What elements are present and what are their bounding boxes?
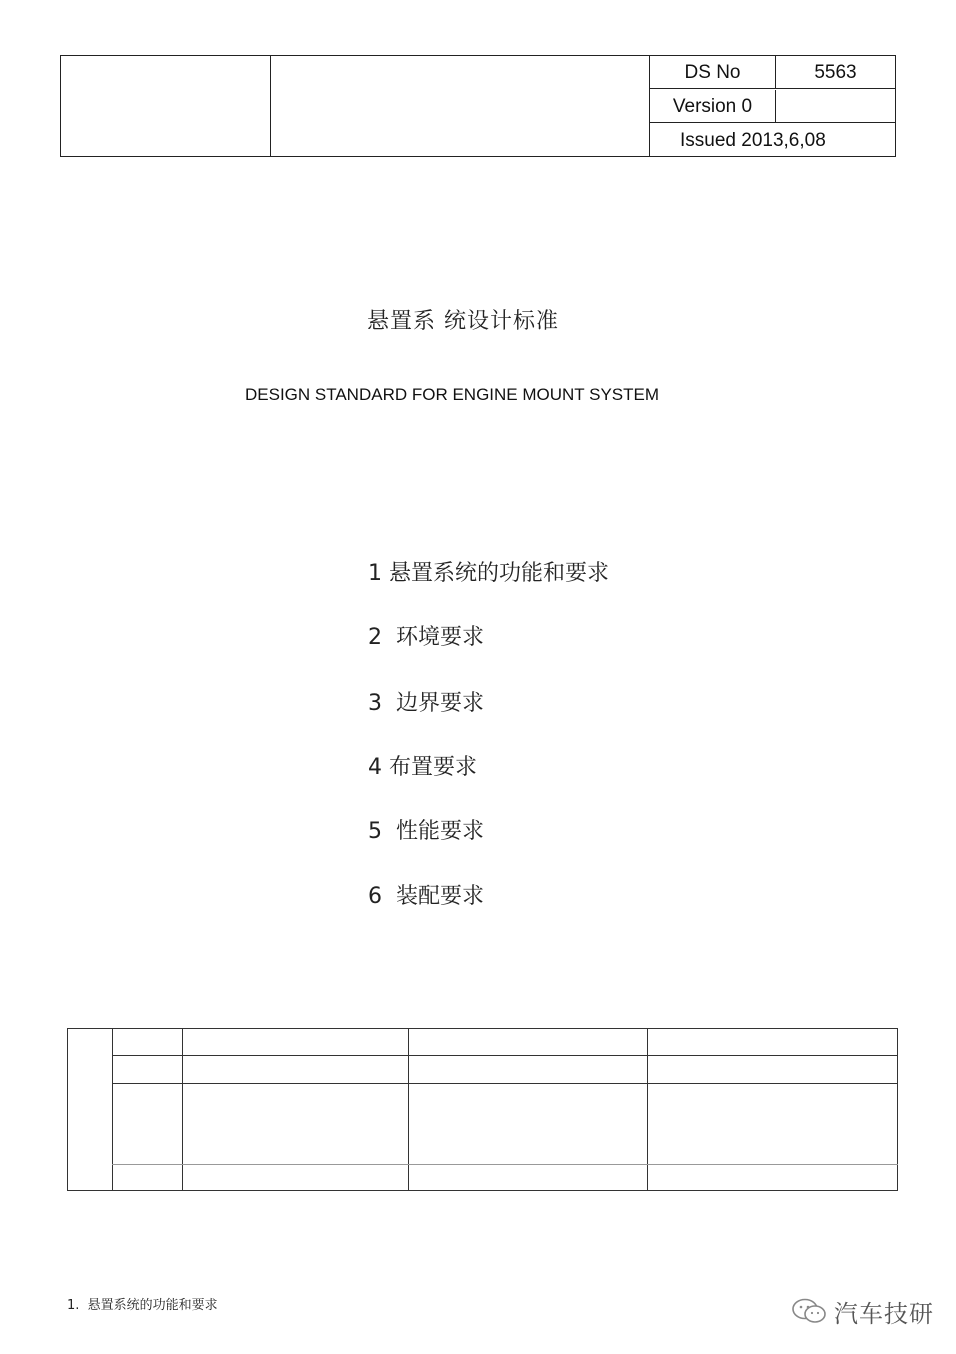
document-title-chinese: 悬置系 统设计标准 — [367, 309, 559, 334]
watermark — [790, 1294, 934, 1328]
footnote: 1. 悬置系统的功能和要求 — [67, 1298, 218, 1313]
toc-item-2: 2 环境要求 — [368, 625, 484, 650]
header-logo-cell — [61, 56, 271, 156]
version-label: Version 0 — [672, 96, 753, 117]
toc-item-5: 5 性能要求 — [368, 819, 484, 844]
wechat-icon — [790, 1296, 830, 1326]
toc-item-6: 6 装配要求 — [368, 884, 484, 909]
ds-no-label: DS No — [684, 62, 741, 83]
header-title-cell — [270, 56, 650, 156]
issued-date: Issued 2013,6,08 — [680, 130, 826, 151]
issued-row — [650, 124, 895, 157]
document-title-english: DESIGN STANDARD FOR ENGINE MOUNT SYSTEM — [244, 385, 660, 404]
ds-no-value: 5563 — [814, 62, 857, 83]
toc-item-1: 1 悬置系统的功能和要求 — [368, 561, 609, 586]
version-row — [650, 90, 895, 123]
document-header-table — [60, 55, 896, 157]
toc-item-4: 4 布置要求 — [368, 755, 477, 780]
header-info-cell — [650, 56, 895, 156]
ds-no-row — [650, 56, 895, 89]
watermark-text: 汽车技研 — [834, 1299, 934, 1328]
revision-table — [67, 1028, 898, 1191]
toc-item-3: 3 边界要求 — [368, 691, 484, 716]
